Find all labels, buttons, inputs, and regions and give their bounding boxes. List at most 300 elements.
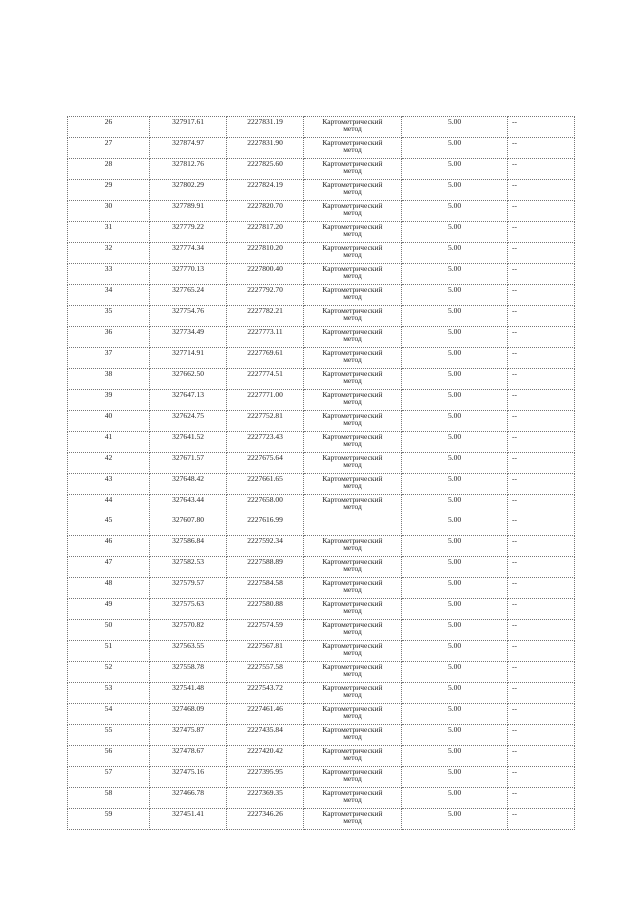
method-line-2: метод: [343, 648, 362, 657]
point-number-value: 41: [104, 432, 113, 441]
method-line-1: Картометрический: [322, 704, 383, 713]
note: [508, 536, 575, 557]
coord-x: [150, 662, 227, 683]
point-number-value: 42: [104, 453, 113, 462]
point-number-value: 39: [104, 390, 113, 399]
coord-y: [227, 578, 304, 599]
point-number: [68, 432, 150, 453]
point-number-value: 58: [104, 788, 113, 797]
note: [508, 222, 575, 243]
method: [304, 390, 402, 411]
table-row: [68, 704, 575, 725]
method-line-1: Картометрический: [322, 620, 383, 629]
method-line-1: Картометрический: [322, 453, 383, 462]
point-number-value: 54: [104, 704, 113, 713]
accuracy-value: 5.00: [447, 683, 462, 692]
note: [508, 474, 575, 495]
accuracy-value: 5.00: [447, 641, 462, 650]
accuracy-value: 5.00: [447, 557, 462, 566]
accuracy-value: 5.00: [447, 578, 462, 587]
accuracy: [402, 495, 508, 536]
method-line-2: метод: [343, 690, 362, 699]
table-row: [68, 222, 575, 243]
coord-x-value: 327662.50: [172, 369, 204, 378]
accuracy: [402, 620, 508, 641]
point-number: [68, 390, 150, 411]
method-line-1: Картометрический: [322, 327, 383, 336]
accuracy-value: 5.00: [447, 746, 462, 755]
method-line-1: Картометрический: [322, 746, 383, 755]
method-line-2: метод: [343, 166, 362, 175]
accuracy: [402, 767, 508, 788]
point-number-value: 40: [104, 411, 113, 420]
point-number: [68, 285, 150, 306]
accuracy-value: 5.00: [447, 243, 462, 252]
coord-x: [150, 264, 227, 285]
coord-x-value: 327754.76: [172, 306, 204, 315]
coordinates-table-body: [68, 117, 575, 830]
point-number: [68, 201, 150, 222]
note-value: --: [512, 306, 517, 315]
note-value: --: [512, 536, 517, 545]
method: [304, 474, 402, 495]
coord-y: [227, 725, 304, 746]
note-value: --: [512, 117, 517, 126]
accuracy: [402, 641, 508, 662]
coord-y: [227, 159, 304, 180]
table-row: [68, 620, 575, 641]
method-line-2: метод: [343, 564, 362, 573]
accuracy: [402, 327, 508, 348]
table-row: [68, 474, 575, 495]
method-line-1: Картометрический: [322, 725, 383, 734]
accuracy: [402, 369, 508, 390]
point-number-value: 47: [104, 557, 113, 566]
coord-y-value: 2227557.58: [247, 662, 283, 671]
table-row: [68, 306, 575, 327]
coord-y-value: 2227769.61: [247, 348, 283, 357]
accuracy: [402, 683, 508, 704]
method: [304, 285, 402, 306]
coord-y: [227, 138, 304, 159]
point-number: [68, 578, 150, 599]
accuracy: [402, 557, 508, 578]
coord-x: [150, 725, 227, 746]
coord-y: [227, 369, 304, 390]
coord-x-value: 327802.29: [172, 180, 204, 189]
method-line-2: метод: [343, 816, 362, 825]
method-line-2: метод: [343, 627, 362, 636]
accuracy-value: 5.00: [447, 411, 462, 420]
coord-x: [150, 117, 227, 138]
coord-y: [227, 662, 304, 683]
point-number: [68, 159, 150, 180]
coord-y-value-2: 2227616.99: [247, 515, 283, 524]
note: [508, 809, 575, 830]
accuracy: [402, 725, 508, 746]
method-line-2: метод: [343, 795, 362, 804]
note: [508, 306, 575, 327]
point-number: [68, 725, 150, 746]
point-number: [68, 474, 150, 495]
method: [304, 578, 402, 599]
note-value: --: [512, 285, 517, 294]
accuracy-value: 5.00: [447, 138, 462, 147]
coord-x: [150, 432, 227, 453]
coord-y: [227, 620, 304, 641]
accuracy: [402, 474, 508, 495]
coord-y: [227, 180, 304, 201]
method-line-2: метод: [343, 711, 362, 720]
coord-y-value: 2227588.89: [247, 557, 283, 566]
note: [508, 180, 575, 201]
method-line-2: метод: [343, 334, 362, 343]
method-line-1: Картометрический: [322, 390, 383, 399]
note-value: --: [512, 390, 517, 399]
point-number-value: 48: [104, 578, 113, 587]
coord-x-value-2: 327607.80: [172, 515, 204, 524]
coord-x-value: 327575.63: [172, 599, 204, 608]
coord-y: [227, 285, 304, 306]
accuracy-value: 5.00: [447, 159, 462, 168]
point-number-value: 38: [104, 369, 113, 378]
point-number-value: 32: [104, 243, 113, 252]
note: [508, 578, 575, 599]
accuracy-value: 5.00: [447, 306, 462, 315]
coord-x-value: 327812.76: [172, 159, 204, 168]
method: [304, 138, 402, 159]
note: [508, 327, 575, 348]
coord-x-value: 327770.13: [172, 264, 204, 273]
point-number: [68, 788, 150, 809]
coord-x: [150, 536, 227, 557]
point-number-value: 34: [104, 285, 113, 294]
coord-y: [227, 432, 304, 453]
accuracy-value: 5.00: [447, 453, 462, 462]
method-line-2: метод: [343, 292, 362, 301]
method: [304, 620, 402, 641]
coord-x-value: 327641.52: [172, 432, 204, 441]
accuracy: [402, 578, 508, 599]
method: [304, 432, 402, 453]
coord-y-value: 2227752.81: [247, 411, 283, 420]
point-number-value: 49: [104, 599, 113, 608]
note: [508, 746, 575, 767]
coord-x-value: 327563.55: [172, 641, 204, 650]
method-line-2: метод: [343, 606, 362, 615]
coord-x: [150, 495, 227, 536]
note-value: --: [512, 411, 517, 420]
coord-y-value: 2227567.81: [247, 641, 283, 650]
coord-x-value: 327874.97: [172, 138, 204, 147]
method-line-1: Картометрический: [322, 767, 383, 776]
coord-y: [227, 746, 304, 767]
coord-y: [227, 201, 304, 222]
point-number-value: 59: [104, 809, 113, 818]
coord-y-value: 2227584.58: [247, 578, 283, 587]
coord-x-value: 327624.75: [172, 411, 204, 420]
coord-x-value: 327714.91: [172, 348, 204, 357]
note-value: --: [512, 327, 517, 336]
table-row: [68, 809, 575, 830]
point-number: [68, 662, 150, 683]
accuracy: [402, 432, 508, 453]
method-line-2: метод: [343, 376, 362, 385]
point-number-value: 35: [104, 306, 113, 315]
note: [508, 767, 575, 788]
accuracy-value: 5.00: [447, 620, 462, 629]
coord-y-value: 2227831.19: [247, 117, 283, 126]
note-value: --: [512, 704, 517, 713]
coordinates-table: [67, 116, 575, 830]
accuracy: [402, 201, 508, 222]
coord-y-value: 2227592.34: [247, 536, 283, 545]
method-line-1: Картометрический: [322, 285, 383, 294]
method-line-1: Картометрический: [322, 243, 383, 252]
coord-x: [150, 390, 227, 411]
coord-y: [227, 222, 304, 243]
method: [304, 557, 402, 578]
note-value: --: [512, 725, 517, 734]
coord-y-value: 2227773.11: [247, 327, 283, 336]
table-row: [68, 264, 575, 285]
note-value: --: [512, 201, 517, 210]
note-value: --: [512, 474, 517, 483]
accuracy-value: 5.00: [447, 536, 462, 545]
point-number: [68, 746, 150, 767]
method-line-1: Картометрический: [322, 138, 383, 147]
coord-y: [227, 474, 304, 495]
coord-x: [150, 285, 227, 306]
note: [508, 641, 575, 662]
method: [304, 411, 402, 432]
note-value: --: [512, 159, 517, 168]
point-number-value: 55: [104, 725, 113, 734]
accuracy-value: 5.00: [447, 327, 462, 336]
coord-x-value: 327586.84: [172, 536, 204, 545]
coord-x-value: 327451.41: [172, 809, 204, 818]
coord-y: [227, 264, 304, 285]
method-line-1: Картометрический: [322, 348, 383, 357]
note-value: --: [512, 138, 517, 147]
method-line-1: Картометрический: [322, 599, 383, 608]
note-value: --: [512, 767, 517, 776]
method-line-1: Картометрический: [322, 264, 383, 273]
coord-y-value: 2227723.43: [247, 432, 283, 441]
accuracy: [402, 809, 508, 830]
method-line-2: метод: [343, 774, 362, 783]
method-line-2: метод: [343, 271, 362, 280]
point-number-value: 33: [104, 264, 113, 273]
method-line-1: Картометрический: [322, 495, 383, 504]
method-line-1: Картометрический: [322, 411, 383, 420]
coord-x: [150, 788, 227, 809]
coord-x: [150, 138, 227, 159]
method: [304, 348, 402, 369]
note-value: --: [512, 264, 517, 273]
point-number-value: 51: [104, 641, 113, 650]
coord-x: [150, 306, 227, 327]
table-row: [68, 327, 575, 348]
method-line-2: метод: [343, 208, 362, 217]
point-number-value: 26: [104, 117, 113, 126]
note-value: --: [512, 243, 517, 252]
coord-y: [227, 306, 304, 327]
coord-y-value: 2227658.00: [247, 495, 283, 504]
point-number-value: 31: [104, 222, 113, 231]
accuracy-value: 5.00: [447, 662, 462, 671]
method-line-1: Картометрический: [322, 432, 383, 441]
coord-y-value: 2227543.72: [247, 683, 283, 692]
note: [508, 264, 575, 285]
accuracy: [402, 411, 508, 432]
accuracy-value: 5.00: [447, 704, 462, 713]
coord-y-value: 2227792.70: [247, 285, 283, 294]
accuracy-value: 5.00: [447, 809, 462, 818]
method-line-2: метод: [343, 145, 362, 154]
point-number: [68, 264, 150, 285]
note-value-2: --: [512, 515, 517, 524]
table-row: [68, 725, 575, 746]
method-line-1: Картометрический: [322, 536, 383, 545]
method: [304, 222, 402, 243]
method-line-1: Картометрический: [322, 641, 383, 650]
method: [304, 788, 402, 809]
point-number: [68, 495, 150, 536]
note-value: --: [512, 746, 517, 755]
method-line-2: метод: [343, 355, 362, 364]
coord-x-value: 327466.78: [172, 788, 204, 797]
coord-y-value: 2227817.20: [247, 222, 283, 231]
table-row: [68, 390, 575, 411]
method-line-2: метод: [343, 313, 362, 322]
coord-y-value: 2227435.84: [247, 725, 283, 734]
accuracy-value: 5.00: [447, 264, 462, 273]
method-line-1: Картометрический: [322, 180, 383, 189]
point-number: [68, 620, 150, 641]
point-number: [68, 536, 150, 557]
method-line-2: метод: [343, 669, 362, 678]
coord-x-value: 327789.91: [172, 201, 204, 210]
note: [508, 138, 575, 159]
coord-y-value: 2227420.42: [247, 746, 283, 755]
point-number-value: 43: [104, 474, 113, 483]
note-value: --: [512, 641, 517, 650]
coord-y: [227, 683, 304, 704]
point-number-value: 53: [104, 683, 113, 692]
note: [508, 453, 575, 474]
point-number: [68, 599, 150, 620]
method-line-2: метод: [343, 460, 362, 469]
note-value: --: [512, 495, 517, 504]
method-line-1: Картометрический: [322, 683, 383, 692]
point-number: [68, 369, 150, 390]
point-number-value: 57: [104, 767, 113, 776]
table-row: [68, 201, 575, 222]
method-line-1: Картометрический: [322, 159, 383, 168]
coord-x: [150, 243, 227, 264]
table-row: [68, 746, 575, 767]
note-value: --: [512, 662, 517, 671]
accuracy: [402, 746, 508, 767]
coord-y: [227, 411, 304, 432]
coord-x-value: 327734.49: [172, 327, 204, 336]
point-number-value: 27: [104, 138, 113, 147]
coord-y-value: 2227574.59: [247, 620, 283, 629]
method-line-1: Картометрический: [322, 306, 383, 315]
coord-y-value: 2227771.00: [247, 390, 283, 399]
accuracy-value: 5.00: [447, 495, 462, 504]
coord-y: [227, 243, 304, 264]
point-number: [68, 641, 150, 662]
coord-y-value: 2227820.70: [247, 201, 283, 210]
table-row: [68, 180, 575, 201]
accuracy-value: 5.00: [447, 180, 462, 189]
point-number: [68, 138, 150, 159]
coord-x: [150, 683, 227, 704]
point-number-value: 29: [104, 180, 113, 189]
accuracy: [402, 536, 508, 557]
coord-x: [150, 474, 227, 495]
coord-x: [150, 327, 227, 348]
table-row: [68, 348, 575, 369]
accuracy-value: 5.00: [447, 222, 462, 231]
point-number: [68, 348, 150, 369]
coord-y: [227, 788, 304, 809]
method-line-1: Картометрический: [322, 201, 383, 210]
method: [304, 704, 402, 725]
note: [508, 411, 575, 432]
accuracy: [402, 243, 508, 264]
coord-x-value: 327478.67: [172, 746, 204, 755]
point-number: [68, 243, 150, 264]
table-row: [68, 662, 575, 683]
point-number: [68, 453, 150, 474]
point-number: [68, 683, 150, 704]
accuracy-value-2: 5.00: [447, 515, 462, 524]
method-line-2: метод: [343, 543, 362, 552]
coord-y-value: 2227395.95: [247, 767, 283, 776]
method-line-2: метод: [343, 187, 362, 196]
coord-y: [227, 809, 304, 830]
coord-x: [150, 557, 227, 578]
coord-y-value: 2227661.65: [247, 474, 283, 483]
table-row: [68, 767, 575, 788]
table-row: [68, 578, 575, 599]
coord-x-value: 327648.42: [172, 474, 204, 483]
coord-x: [150, 348, 227, 369]
coord-y-value: 2227782.21: [247, 306, 283, 315]
method-line-1: Картометрический: [322, 117, 383, 126]
note: [508, 432, 575, 453]
method-line-1: Картометрический: [322, 809, 383, 818]
coord-y: [227, 536, 304, 557]
coord-x-value: 327779.22: [172, 222, 204, 231]
accuracy: [402, 306, 508, 327]
coord-y-value: 2227800.40: [247, 264, 283, 273]
method: [304, 117, 402, 138]
method: [304, 159, 402, 180]
coord-x: [150, 704, 227, 725]
method: [304, 180, 402, 201]
note-value: --: [512, 683, 517, 692]
method-line-2: метод: [343, 397, 362, 406]
coord-x-value: 327643.44: [172, 495, 204, 504]
accuracy: [402, 222, 508, 243]
coord-y: [227, 327, 304, 348]
method-line-2: метод: [343, 124, 362, 133]
method-line-1: Картометрический: [322, 578, 383, 587]
